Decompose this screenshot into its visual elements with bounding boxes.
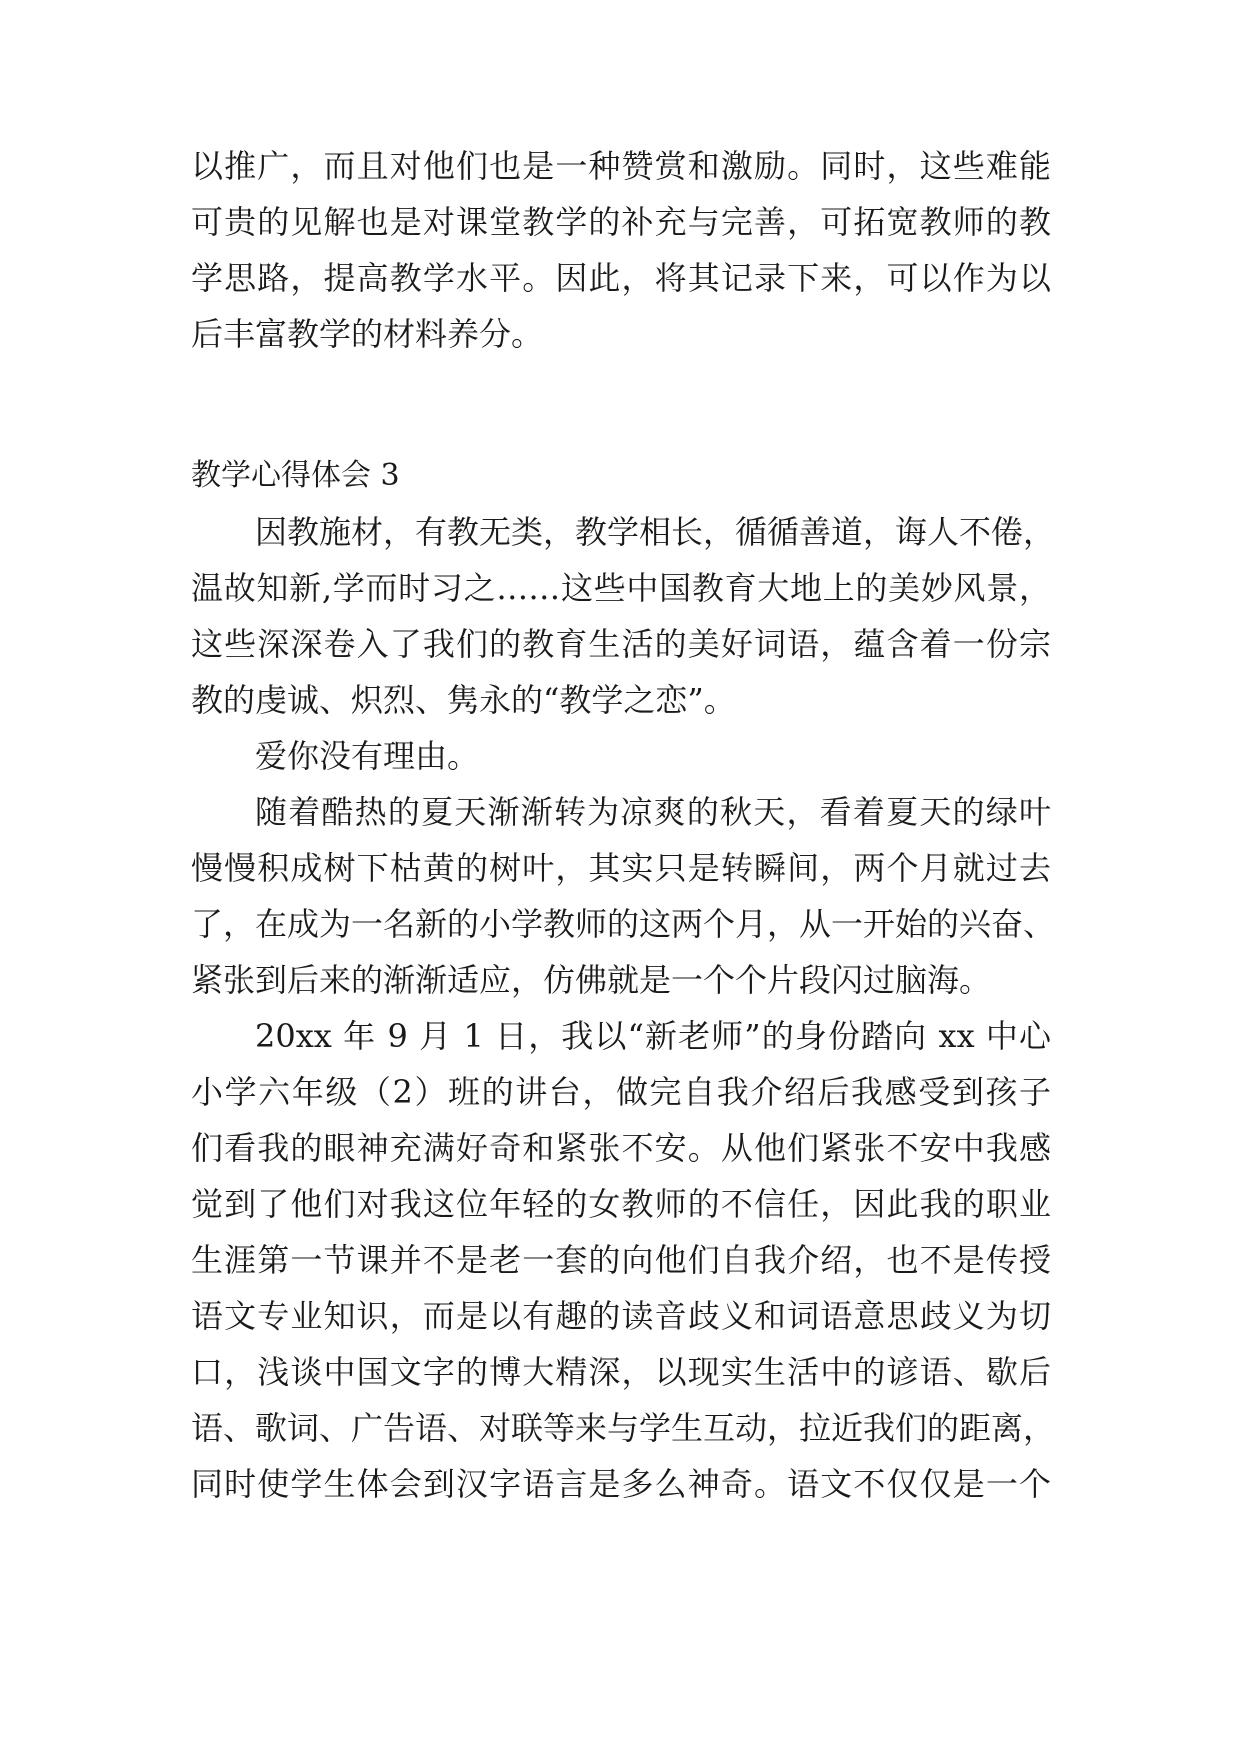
paragraph-line: 慢慢积成树下枯黄的树叶，其实只是转瞬间，两个月就过去 (191, 849, 1051, 887)
paragraph-line: 口，浅谈中国文字的博大精深，以现实生活中的谚语、歇后 (191, 1353, 1051, 1391)
paragraph-line: 这些深深卷入了我们的教育生活的美好词语，蕴含着一份宗 (191, 625, 1051, 663)
paragraph-line: 学思路，提高教学水平。因此，将其记录下来，可以作为以 (191, 259, 1051, 297)
paragraph-line: 生涯第一节课并不是老一套的向他们自我介绍，也不是传授 (191, 1241, 1051, 1279)
paragraph-line: 因教施材，有教无类，教学相长，循循善道，诲人不倦， (255, 513, 1056, 551)
paragraph-line: 小学六年级（2）班的讲台，做完自我介绍后我感受到孩子 (191, 1073, 1051, 1111)
paragraph-line: 随着酷热的夏天渐渐转为凉爽的秋天，看着夏天的绿叶 (255, 793, 1051, 831)
paragraph-line: 温故知新,学而时习之……这些中国教育大地上的美妙风景， (191, 569, 1051, 607)
paragraph-line: 语文专业知识，而是以有趣的读音歧义和词语意思歧义为切 (191, 1297, 1051, 1335)
paragraph-line: 后丰富教学的材料养分。 (191, 315, 544, 353)
paragraph-line: 了，在成为一名新的小学教师的这两个月，从一开始的兴奋、 (191, 905, 1056, 943)
paragraph-line: 20xx 年 9 月 1 日，我以“新老师”的身份踏向 xx 中心 (255, 1017, 1051, 1055)
paragraph-line: 紧张到后来的渐渐适应，仿佛就是一个个片段闪过脑海。 (191, 961, 992, 999)
paragraph-line: 们看我的眼神充满好奇和紧张不安。从他们紧张不安中我感 (191, 1129, 1051, 1167)
section-heading: 教学心得体会 3 (191, 458, 400, 493)
paragraph-line: 觉到了他们对我这位年轻的女教师的不信任，因此我的职业 (191, 1185, 1051, 1223)
paragraph-line: 同时使学生体会到汉字语言是多么神奇。语文不仅仅是一个 (191, 1465, 1051, 1503)
paragraph-line: 以推广，而且对他们也是一种赞赏和激励。同时，这些难能 (191, 147, 1051, 185)
paragraph-line: 可贵的见解也是对课堂教学的补充与完善，可拓宽教师的教 (191, 203, 1051, 241)
paragraph-line: 教的虔诚、炽烈、隽永的“教学之恋”。 (191, 681, 736, 719)
paragraph-line: 语、歌词、广告语、对联等来与学生互动，拉近我们的距离， (191, 1409, 1056, 1447)
paragraph-line: 爱你没有理由。 (255, 737, 480, 775)
